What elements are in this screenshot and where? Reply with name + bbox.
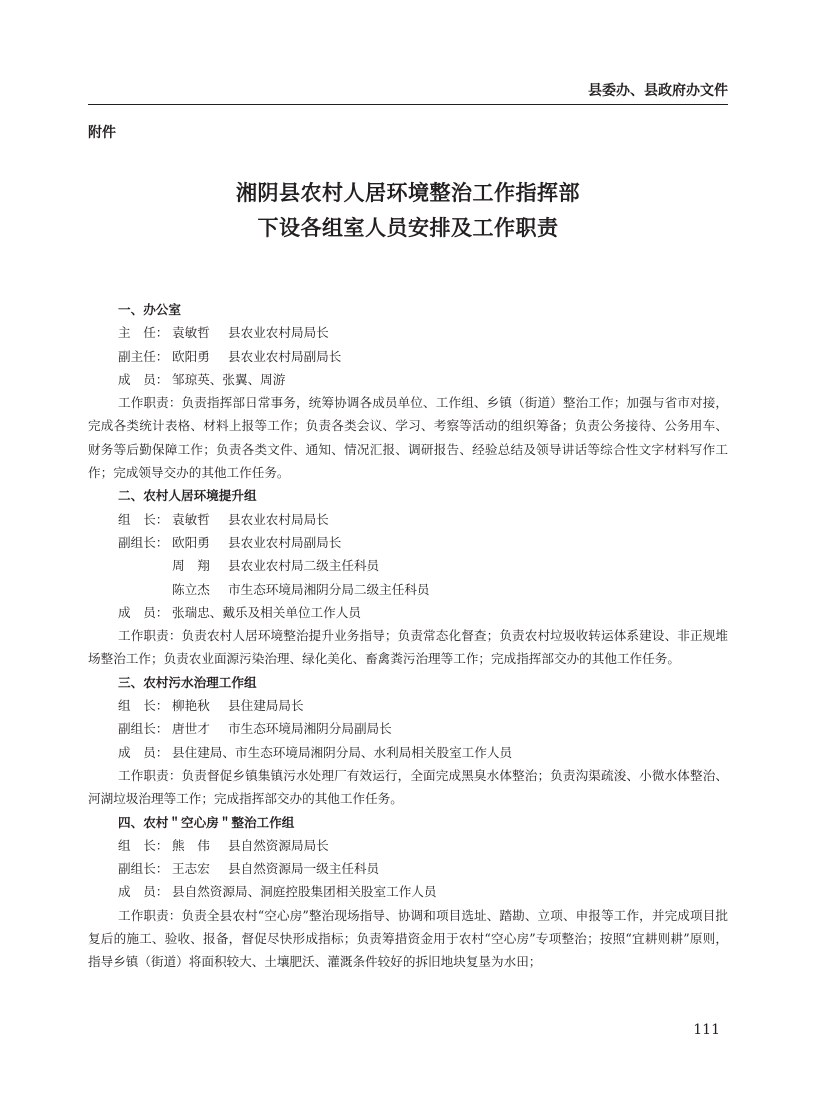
member-row [88, 741, 728, 764]
member-row [88, 321, 728, 344]
member-row [88, 578, 728, 601]
member-post: 县农业农村局副局长 [228, 534, 342, 550]
member-name: 县自然资源局、洞庭控股集团相关股室工作人员 [172, 884, 437, 900]
member-role: 组 长： [118, 698, 169, 714]
member-row [88, 834, 728, 857]
member-name: 王志宏 [172, 861, 210, 877]
member-name: 县住建局、市生态环境局湘阴分局、水利局相关股室工作人员 [172, 744, 513, 760]
member-name: 周 翔 [172, 558, 210, 574]
member-row [88, 554, 728, 577]
member-post: 县农业农村局局长 [228, 511, 329, 527]
member-role: 组 长： [118, 511, 169, 527]
member-role: 副组长： [118, 534, 169, 550]
member-name: 张瑞忠、戴乐及相关单位工作人员 [172, 604, 361, 620]
member-role: 成 员： [118, 371, 169, 387]
section-duty: 工作职责：负责指挥部日常事务，统筹协调各成员单位、工作组、乡镇（街道）整治工作；加强与省市对接，完成各类统计表格、材料上报等工作；负责各类会议、学习、考察等活动的组织筹备；负责公务接待、公务用车、财务等后勤保障工作；负责各类文件、通知、情况汇报、调研报告、经验总结及领导讲话等综合性文字材料写作工作；完成领导交办的其他工作任务。 [88, 395, 728, 481]
member-role: 副组长： [118, 861, 169, 877]
member-role: 成 员： [118, 604, 169, 620]
member-name: 袁敏哲 [172, 511, 210, 527]
attachment-label: 附件 [88, 125, 116, 141]
member-role: 成 员： [118, 744, 169, 760]
member-row [88, 880, 728, 903]
member-row [88, 857, 728, 880]
section-heading-environment: 二、农村人居环境提升组 [118, 488, 257, 504]
member-row [88, 694, 728, 717]
member-role: 副组长： [118, 721, 169, 737]
member-post: 县农业农村局副局长 [228, 348, 342, 364]
member-name: 陈立杰 [172, 581, 210, 597]
document-body [88, 298, 728, 974]
section-heading-office: 一、办公室 [118, 302, 181, 317]
header-title: 县委办、县政府办文件 [588, 83, 728, 99]
member-role: 主 任： [118, 325, 169, 341]
header-rule [88, 104, 728, 105]
member-post: 县自然资源局局长 [228, 837, 329, 853]
section-duty: 工作职责：负责农村人居环境整治提升业务指导；负责常态化督查；负责农村垃圾收转运体系建设、非正规堆场整治工作；负责农业面源污染治理、绿化美化、畜禽粪污治理等工作；完成指挥部交办的其他工作任务。 [88, 628, 728, 667]
member-row [88, 508, 728, 531]
member-post: 市生态环境局湘阴分局副局长 [228, 721, 392, 737]
page-number: 111 [693, 1022, 720, 1038]
member-name: 邹琼英、张翼、周游 [172, 371, 286, 387]
member-post: 县住建局局长 [228, 698, 304, 714]
member-post: 市生态环境局湘阴分局二级主任科员 [228, 581, 430, 597]
member-row [88, 601, 728, 624]
member-post: 县农业农村局二级主任科员 [228, 558, 380, 574]
title-line-2: 下设各组室人员安排及工作职责 [257, 215, 559, 240]
document-title [88, 175, 728, 245]
member-role: 副主任： [118, 348, 169, 364]
member-row [88, 531, 728, 554]
member-role: 成 员： [118, 884, 169, 900]
member-row [88, 368, 728, 391]
section-duty: 工作职责：负责全县农村“空心房”整治现场指导、协调和项目选址、踏勘、立项、申报等工作，并完成项目批复后的施工、验收、报备，督促尽快形成指标；负责筹措资金用于农村“空心房”专项整治；按照“宜耕则耕”原则，指导乡镇（街道）将面积较大、土壤肥沃、灌溉条件较好的拆旧地块复垦为水田； [88, 907, 728, 970]
title-line-1: 湘阴县农村人居环境整治工作指挥部 [236, 180, 580, 205]
member-post: 县自然资源局一级主任科员 [228, 861, 380, 877]
section-heading-sewage: 三、农村污水治理工作组 [118, 674, 257, 690]
member-name: 欧阳勇 [172, 348, 210, 364]
member-role: 组 长： [118, 837, 169, 853]
member-name: 唐世才 [172, 721, 210, 737]
member-row [88, 717, 728, 740]
section-duty: 工作职责：负责督促乡镇集镇污水处理厂有效运行，全面完成黑臭水体整治；负责沟渠疏浚、小微水体整治、河湖垃圾治理等工作；完成指挥部交办的其他工作任务。 [88, 767, 728, 807]
section-heading-empty-house: 四、农村＂空心房＂整治工作组 [118, 814, 295, 830]
member-row [88, 345, 728, 368]
member-name: 欧阳勇 [172, 534, 210, 550]
member-name: 袁敏哲 [172, 325, 210, 341]
member-name: 柳艳秋 [172, 698, 210, 714]
member-post: 县农业农村局局长 [228, 325, 329, 341]
member-name: 熊 伟 [172, 837, 210, 853]
